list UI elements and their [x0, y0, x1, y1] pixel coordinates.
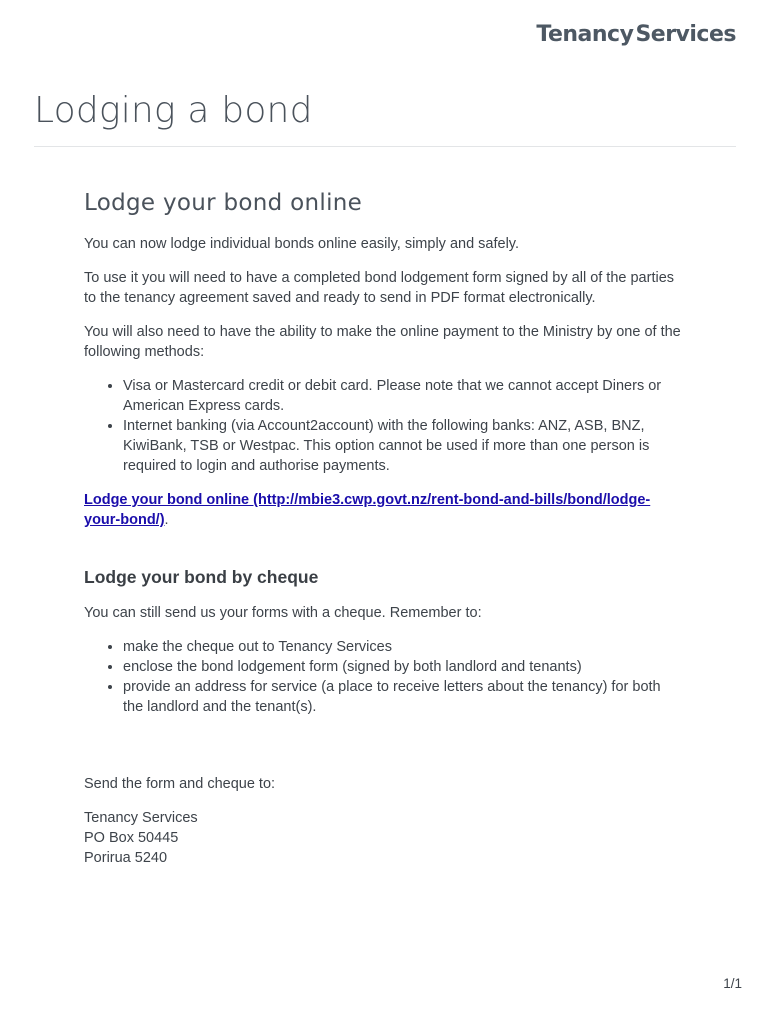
online-requirements-paragraph: To use it you will need to have a completed bond lodgement form signed by all of the parties to the tenancy agreement saved and ready to send in PDF format electronically.: [84, 270, 675, 306]
address-line: PO Box 50445: [84, 830, 179, 846]
page-number: 1/1: [723, 976, 742, 991]
payment-methods-list: [84, 376, 684, 476]
send-to-paragraph: Send the form and cheque to:: [84, 776, 276, 792]
postal-address: [84, 808, 684, 868]
tenancy-services-logo: [536, 22, 736, 47]
main-content: [84, 190, 684, 868]
payment-method-internet-banking: • Internet banking (via Account2account) with the following banks: ANZ, ASB, BNZ, KiwiBank, TSB or Westpac. This option cannot be used if more than one person is required to login and authorise payments.: [123, 416, 684, 476]
cheque-step: • enclose the bond lodgement form (signed by both landlord and tenants): [123, 657, 684, 677]
online-payment-paragraph: You will also need to have the ability to make the online payment to the Ministry by one of the following methods:: [84, 324, 681, 360]
title-divider: [34, 146, 736, 147]
cheque-steps-list: [84, 637, 684, 717]
logo-text-services: Services: [635, 22, 736, 47]
cheque-step: • make the cheque out to Tenancy Services: [123, 637, 684, 657]
section-title-online: Lodge your bond online: [84, 190, 363, 216]
lodge-online-link[interactable]: Lodge your bond online (http://mbie3.cwp.govt.nz/rent-bond-and-bills/bond/lodge-your-bond/): [84, 492, 651, 528]
address-line: Tenancy Services: [84, 810, 198, 826]
cheque-step: • provide an address for service (a place to receive letters about the tenancy) for both the landlord and the tenant(s).: [123, 677, 684, 717]
cheque-intro-paragraph: You can still send us your forms with a cheque. Remember to:: [84, 605, 482, 621]
link-suffix: .: [164, 512, 169, 528]
logo-text-tenancy: Tenancy: [536, 22, 634, 47]
address-line: Porirua 5240: [84, 850, 168, 866]
page-title: Lodging a bond: [34, 90, 313, 131]
payment-method-card: • Visa or Mastercard credit or debit card. Please note that we cannot accept Diners or American Express cards.: [123, 376, 684, 416]
online-intro-paragraph: You can now lodge individual bonds online easily, simply and safely.: [84, 236, 520, 252]
section-title-cheque: Lodge your bond by cheque: [84, 567, 319, 587]
lodge-online-link-line: [84, 490, 684, 530]
